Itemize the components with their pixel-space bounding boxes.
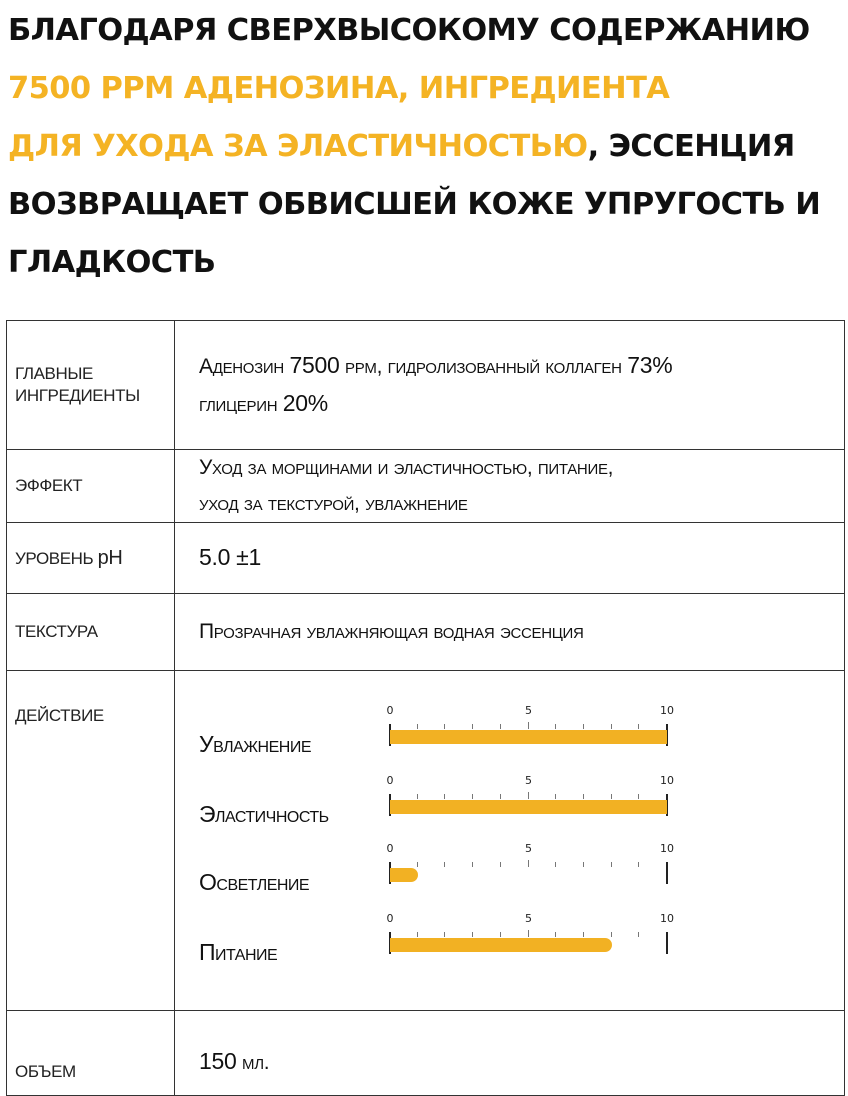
headline-line-4: ВОЗВРАЩАЕТ ОБВИСШЕЙ КОЖЕ УПРУГОСТЬ И xyxy=(8,187,821,222)
ph-label-a: УРОВЕНЬ xyxy=(15,548,98,568)
scale-tick xyxy=(417,932,418,937)
effect-label: ЭФФЕКТ xyxy=(7,450,175,523)
scale-tick xyxy=(611,862,612,867)
scale-tick xyxy=(444,932,445,937)
action-label: ДЕЙСТВИЕ xyxy=(7,671,175,1011)
scale-tick xyxy=(528,930,529,937)
scale-number-max: 10 xyxy=(660,704,674,717)
scale-tick xyxy=(638,794,639,799)
scale-tick xyxy=(500,862,501,867)
effect-value-1: Уход за морщинами и эластичностью, питание, xyxy=(199,456,614,479)
action-scales xyxy=(175,688,844,993)
scale-tick xyxy=(417,724,418,729)
scale-tick xyxy=(500,794,501,799)
scale-level-bar xyxy=(390,730,667,744)
ingredients-value-2b: 20% xyxy=(282,390,328,416)
scale-number-min: 0 xyxy=(386,774,394,787)
ingredients-value-1a: Аденозин xyxy=(199,355,290,378)
scale-tick xyxy=(500,932,501,937)
scale-tick xyxy=(555,862,556,867)
spec-table xyxy=(6,320,845,1096)
scale-tick xyxy=(528,792,529,799)
action-scale xyxy=(386,698,679,758)
scale-tick xyxy=(472,862,473,867)
headline-line-5: ГЛАДКОСТЬ xyxy=(8,245,216,280)
action-item-label: Питание xyxy=(199,939,278,965)
row-ingredients xyxy=(7,321,845,450)
action-item xyxy=(199,906,819,966)
row-volume xyxy=(7,1011,845,1096)
scale-tick xyxy=(583,932,584,937)
action-scale xyxy=(386,768,679,828)
action-item xyxy=(199,768,819,828)
action-scale xyxy=(386,836,679,896)
scale-level-bar xyxy=(390,868,418,882)
action-item-label: Увлажнение xyxy=(199,731,312,757)
ph-label xyxy=(7,523,175,594)
action-item xyxy=(199,698,819,758)
scale-number-mid: 5 xyxy=(525,842,532,855)
ingredients-value-1c: ppm, гидролизованный коллаген xyxy=(339,355,628,378)
volume-label: ОБЪЕМ xyxy=(7,1011,175,1096)
ingredients-label-1: ГЛАВНЫЕ xyxy=(15,364,93,383)
ingredients-label-2: ИНГРЕДИЕНТЫ xyxy=(15,386,140,405)
row-action xyxy=(7,671,845,1011)
scale-tick xyxy=(528,722,529,729)
scale-number-max: 10 xyxy=(660,912,674,925)
ph-value xyxy=(175,523,845,594)
headline-line-3-rest: , ЭССЕНЦИЯ xyxy=(587,129,795,164)
scale-number-max: 10 xyxy=(660,774,674,787)
texture-value: Прозрачная увлажняющая водная эссенция xyxy=(175,594,845,671)
scale-edge-right xyxy=(666,932,668,954)
scale-tick xyxy=(638,932,639,937)
scale-tick xyxy=(555,932,556,937)
action-item-label: Эластичность xyxy=(199,801,329,827)
scale-tick xyxy=(611,932,612,937)
action-item-label: Осветление xyxy=(199,869,310,895)
volume-value-unit: мл. xyxy=(236,1051,270,1074)
scale-number-min: 0 xyxy=(386,842,394,855)
scale-number-min: 0 xyxy=(386,912,394,925)
effect-value-2: уход за текстурой, увлажнение xyxy=(199,492,468,515)
ph-value-text: 5.0 ±1 xyxy=(199,544,261,570)
scale-level-bar xyxy=(390,938,612,952)
ingredients-value xyxy=(175,321,845,450)
scale-tick xyxy=(500,724,501,729)
scale-tick xyxy=(583,862,584,867)
volume-value xyxy=(175,1011,845,1096)
ph-label-b: pH xyxy=(97,546,123,569)
ingredients-value-2a: глицерин xyxy=(199,393,283,416)
scale-tick xyxy=(444,862,445,867)
row-effect xyxy=(7,450,845,523)
scale-tick xyxy=(583,794,584,799)
scale-number-mid: 5 xyxy=(525,774,532,787)
scale-tick xyxy=(444,794,445,799)
scale-tick xyxy=(417,794,418,799)
scale-tick xyxy=(583,724,584,729)
scale-number-min: 0 xyxy=(386,704,394,717)
scale-level-bar xyxy=(390,800,667,814)
scale-tick xyxy=(638,862,639,867)
ingredients-value-1b: 7500 xyxy=(289,352,340,378)
action-item xyxy=(199,836,819,896)
headline xyxy=(8,2,844,292)
row-texture xyxy=(7,594,845,671)
texture-label: ТЕКСТУРА xyxy=(7,594,175,671)
headline-line-3-accent: ДЛЯ УХОДА ЗА ЭЛАСТИЧНОСТЬЮ xyxy=(8,129,588,164)
scale-edge-right xyxy=(666,862,668,884)
headline-line-2: 7500 PPM АДЕНОЗИНА, ИНГРЕДИЕНТА xyxy=(8,71,670,106)
headline-line-3 xyxy=(8,118,844,176)
scale-tick xyxy=(417,862,418,867)
effect-value xyxy=(175,450,845,523)
scale-tick xyxy=(472,794,473,799)
scale-number-max: 10 xyxy=(660,842,674,855)
scale-tick xyxy=(528,860,529,867)
volume-value-num: 150 xyxy=(199,1048,237,1074)
scale-number-mid: 5 xyxy=(525,912,532,925)
ingredients-value-1d: 73% xyxy=(627,352,673,378)
scale-tick xyxy=(472,724,473,729)
scale-tick xyxy=(472,932,473,937)
row-ph xyxy=(7,523,845,594)
scale-tick xyxy=(555,724,556,729)
scale-tick xyxy=(638,724,639,729)
scale-tick xyxy=(555,794,556,799)
headline-line-1: БЛАГОДАРЯ СВЕРХВЫСОКОМУ СОДЕРЖАНИЮ xyxy=(8,13,810,48)
scale-number-mid: 5 xyxy=(525,704,532,717)
scale-tick xyxy=(444,724,445,729)
ingredients-label xyxy=(7,321,175,450)
scale-tick xyxy=(611,724,612,729)
action-scale xyxy=(386,906,679,966)
action-value xyxy=(175,671,845,1011)
scale-tick xyxy=(611,794,612,799)
